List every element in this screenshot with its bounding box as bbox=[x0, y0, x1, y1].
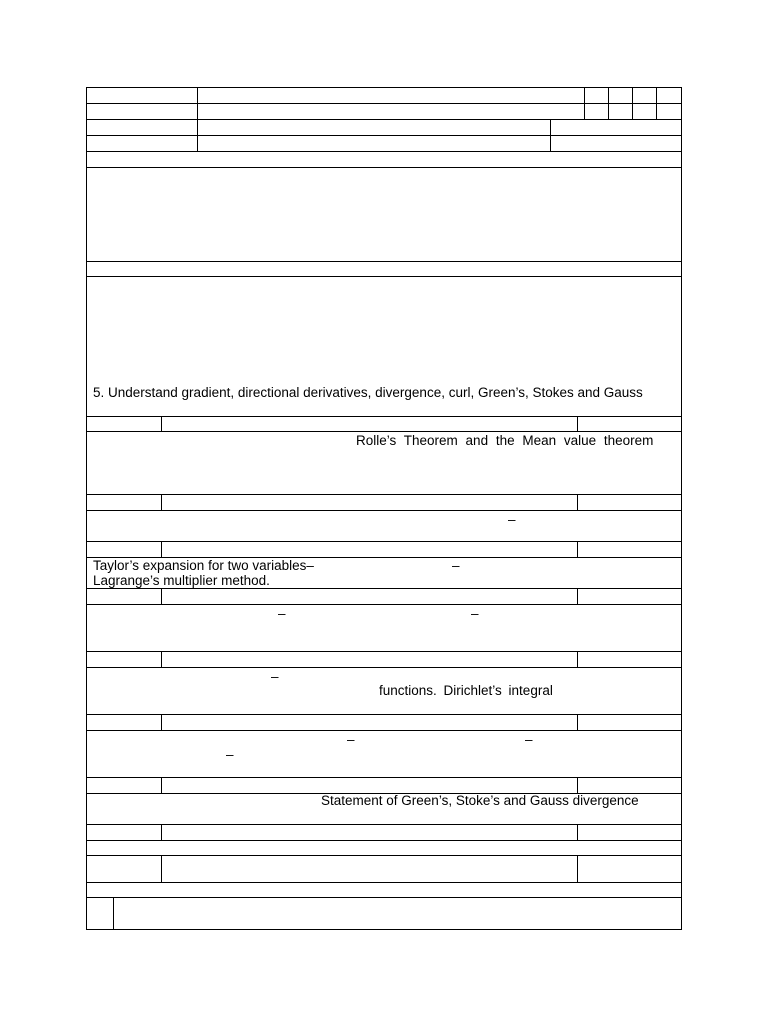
col-line bbox=[632, 87, 633, 120]
unit-2-dash: – bbox=[508, 512, 516, 527]
row-line bbox=[86, 667, 682, 668]
row-line bbox=[86, 882, 682, 883]
col-line bbox=[161, 855, 162, 882]
col-line bbox=[577, 541, 578, 557]
col-line bbox=[161, 824, 162, 840]
row-line bbox=[86, 777, 682, 778]
col-line bbox=[577, 588, 578, 604]
col-line bbox=[577, 651, 578, 667]
unit-6-dash-b: – bbox=[525, 732, 533, 747]
col-line bbox=[161, 416, 162, 432]
row-line bbox=[86, 840, 682, 841]
unit-3-line-1: Taylor’s expansion for two variables– bbox=[93, 558, 314, 573]
row-line bbox=[86, 730, 682, 731]
row-line bbox=[86, 119, 682, 120]
syllabus-table bbox=[86, 87, 682, 930]
row-line bbox=[86, 604, 682, 605]
row-line bbox=[86, 855, 682, 856]
row-line bbox=[86, 431, 682, 432]
col-line bbox=[577, 494, 578, 510]
col-line bbox=[161, 651, 162, 667]
row-line bbox=[86, 151, 682, 152]
col-line bbox=[577, 777, 578, 793]
col-line bbox=[161, 777, 162, 793]
col-line bbox=[161, 494, 162, 510]
unit-4-dash-a: – bbox=[278, 606, 286, 621]
row-line bbox=[86, 103, 682, 104]
row-line bbox=[86, 588, 682, 589]
unit-3-line-2: Lagrange’s multiplier method. bbox=[93, 573, 270, 588]
col-line bbox=[161, 714, 162, 730]
row-line bbox=[86, 541, 682, 542]
col-line bbox=[161, 588, 162, 604]
unit-1-content: Rolle’s Theorem and the Mean value theorem bbox=[356, 433, 654, 448]
unit-6-dash-c: – bbox=[226, 747, 234, 762]
col-line bbox=[608, 87, 609, 120]
row-line bbox=[86, 416, 682, 417]
col-line bbox=[656, 87, 657, 120]
row-line bbox=[86, 276, 682, 277]
table-border-right bbox=[681, 87, 682, 930]
col-line bbox=[577, 855, 578, 882]
table-border-left bbox=[86, 87, 87, 930]
row-line bbox=[86, 494, 682, 495]
row-line bbox=[86, 824, 682, 825]
unit-6-dash-a: – bbox=[347, 732, 355, 747]
col-line bbox=[161, 541, 162, 557]
row-line bbox=[86, 651, 682, 652]
row-line bbox=[86, 714, 682, 715]
row-line bbox=[86, 261, 682, 262]
table-border-top bbox=[86, 87, 682, 88]
row-line bbox=[86, 510, 682, 511]
row-line bbox=[86, 167, 682, 168]
unit-3-dash: – bbox=[452, 558, 460, 573]
col-line bbox=[197, 87, 198, 151]
col-line bbox=[577, 416, 578, 432]
row-line bbox=[86, 135, 682, 136]
unit-5-content: functions. Dirichlet’s integral bbox=[379, 683, 553, 698]
col-line bbox=[550, 119, 551, 151]
col-line bbox=[577, 714, 578, 730]
unit-7-content: Statement of Green’s, Stoke’s and Gauss divergence bbox=[321, 793, 639, 808]
unit-5-dash: – bbox=[271, 669, 279, 684]
course-objective-5: 5. Understand gradient, directional derivatives, divergence, curl, Green’s, Stokes and Gauss bbox=[93, 385, 643, 400]
col-line bbox=[584, 87, 585, 120]
unit-4-dash-b: – bbox=[471, 606, 479, 621]
col-line bbox=[113, 897, 114, 929]
col-line bbox=[577, 824, 578, 840]
row-line bbox=[86, 897, 682, 898]
table-border-bottom bbox=[86, 929, 682, 930]
